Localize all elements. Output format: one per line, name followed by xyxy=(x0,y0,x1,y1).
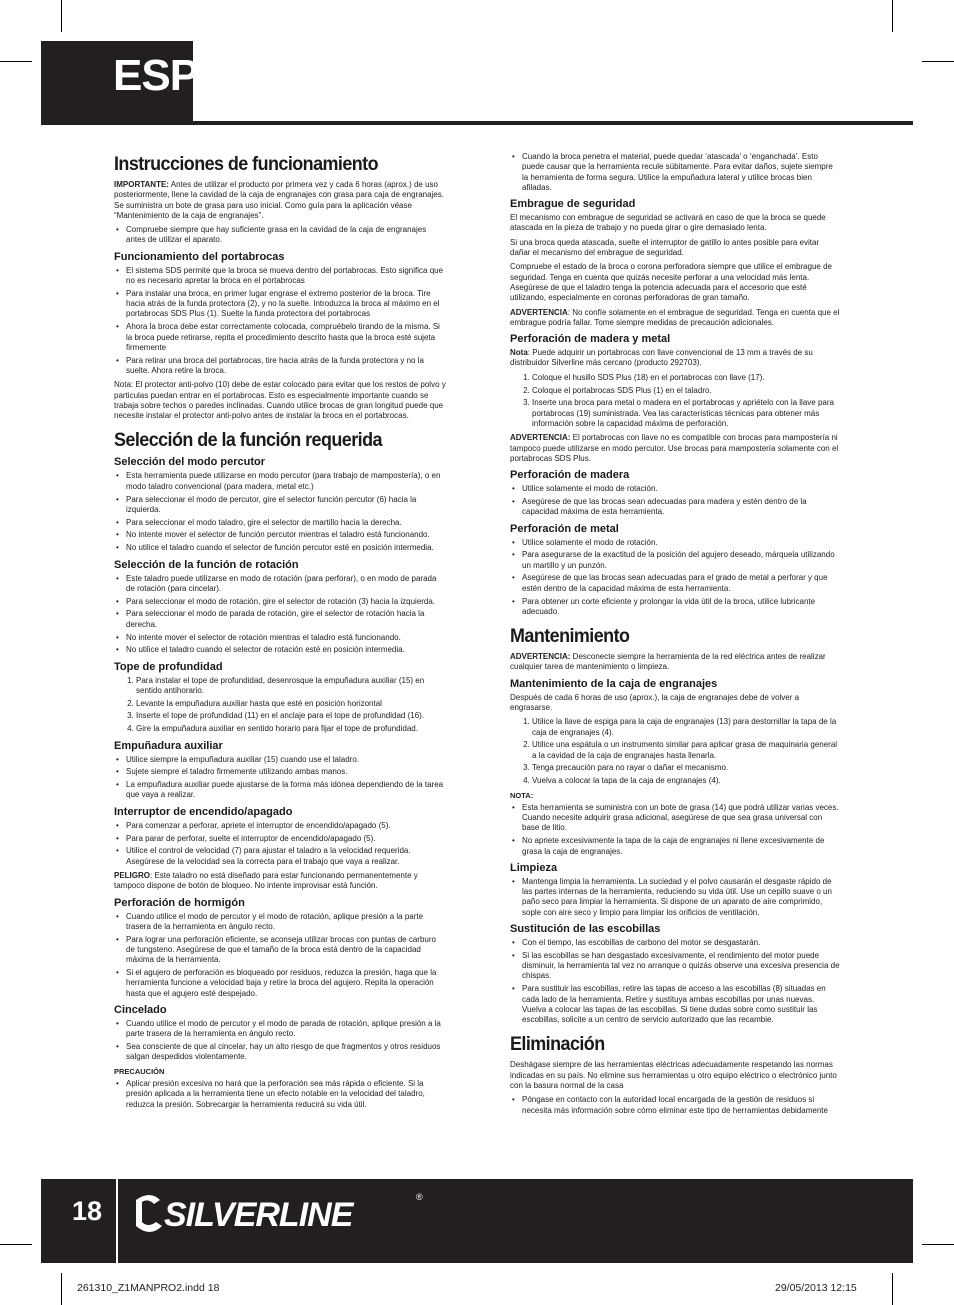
list-item: • Esta herramienta puede utilizarse en modo percutor (para trabajo de mampostería), o en modo taladro convencional (para madera, metal etc.) xyxy=(126,471,446,492)
heading-rotacion: Selección de la función de rotación xyxy=(114,558,299,571)
heading-limpieza: Limpieza xyxy=(510,861,558,874)
list-item: • Para obtener un corte eficiente y prolongar la vida útil de la broca, utilice lubricante adecuado. xyxy=(522,597,840,618)
file-name: 261310_Z1MANPRO2.indd 18 xyxy=(77,1282,220,1294)
important-text: Antes de utilizar el producto por primera vez y cada 6 horas (aprox.) de uso posteriormente, llene la cavidad de la caja de engranajes con grasa para caja de engranajes. Se suministra un bote de grasa para uso inicial. Como guía para la aplicación véase “Mantenimiento de la caja de engranajes”. xyxy=(114,180,444,220)
list-item: • Para seleccionar el modo de rotación, gire el selector de rotación (3) hacia la izquierda. xyxy=(126,597,446,607)
danger-label: PELIGRO xyxy=(114,870,151,880)
list-modo-percutor xyxy=(114,471,446,553)
crop-mark xyxy=(61,0,62,32)
list-item: 1. Para instalar el tope de profundidad, desenrosque la empuñadura auxiliar (15) en sentido antihorario. xyxy=(136,676,446,697)
heading-portabrocas: Funcionamiento del portabrocas xyxy=(114,250,285,263)
list-item: • Para asegurarse de la exactitud de la posición del agujero deseado, márquela utilizando un martillo y un punzón. xyxy=(522,550,840,571)
list-item: • Asegúrese de que las brocas sean adecuadas para madera y estén dentro de la capacidad máxima de esta herramienta. xyxy=(522,497,840,518)
paragraph: Después de cada 6 horas de uso (aprox.), la caja de engranajes debe de volver a engrasarse. xyxy=(510,692,800,712)
right-column xyxy=(510,152,840,1120)
heading-interruptor: Interruptor de encendido/apagado xyxy=(114,805,293,818)
list-cincelado xyxy=(114,1019,446,1063)
list-item: • Cuando utilice el modo de percutor y el modo de rotación, aplique presión a la parte trasera de la herramienta en ángulo recto. xyxy=(126,912,446,933)
list-item: • Para retirar una broca del portabrocas, tire hacia atrás de la funda protectora y no la suelte. Ahora retire la broca. xyxy=(126,356,446,377)
heading-empunadura: Empuñadura auxiliar xyxy=(114,739,223,752)
list-top xyxy=(510,152,840,193)
heading-metal: Perforación de metal xyxy=(510,522,619,535)
list-item: • Aplicar presión excesiva no hará que la perforación sea más rápida o eficiente. Si la presión aplicada a la herramienta tiene un efecto notable en la velocidad del taladro, reduzca la presión. Sobrecargar la herramienta reducirá su vida útil. xyxy=(126,1079,446,1110)
list-item: • No utilice el taladro cuando el selector de rotación esté en posición intermedia. xyxy=(126,645,446,655)
language-tab xyxy=(41,41,199,123)
list-nota xyxy=(510,803,840,857)
list-item: • Para comenzar a perforar, apriete el interruptor de encendido/apagado (5). xyxy=(126,821,446,831)
note-label: Nota xyxy=(510,348,528,358)
section-title-instrucciones: Instrucciones de funcionamiento xyxy=(114,153,378,175)
heading-modo-percutor: Selección del modo percutor xyxy=(114,456,265,469)
important-label: IMPORTANTE: xyxy=(114,180,169,189)
crop-mark xyxy=(61,1273,62,1305)
warning-note xyxy=(510,652,840,673)
list-item: 2. Coloque el portabrocas SDS Plus (1) en el taladro. xyxy=(532,386,840,396)
registered-mark: ® xyxy=(416,1192,423,1202)
heading-caja-engranajes: Mantenimiento de la caja de engranajes xyxy=(510,677,718,690)
section-title-eliminacion: Eliminación xyxy=(510,1033,605,1056)
list-item: • Esta herramienta se suministra con un bote de grasa (14) que podrá utilizar varias veces. Cuando necesite adquirir grasa adicional, asegúrese de que sea grasa universal con base de litio. xyxy=(522,803,840,834)
heading-nota: NOTA: xyxy=(510,790,534,800)
danger-text: : Este taladro no está diseñado para estar funcionando permanentemente y tampoco dispone de botón de bloqueo. No intente improvisar está función. xyxy=(114,870,418,891)
heading-escobillas: Sustitución de las escobillas xyxy=(510,923,661,936)
list-item: • El sistema SDS permite que la broca se mueva dentro del portabrocas. Esto significa que no es necesario apretar la broca en el portabrocas xyxy=(126,266,446,287)
list-madera-metal xyxy=(510,373,840,429)
note-text: : Puede adquirir un portabrocas con llave convencional de 13 mm a través de su distribuidor Silverline más cercano (producto 292703). xyxy=(510,348,813,368)
heading-precaucion: PRECAUCIÓN xyxy=(114,1066,165,1076)
list-portabrocas xyxy=(114,266,446,376)
list-item: • Utilice solamente el modo de rotación. xyxy=(522,484,840,494)
list-item: • Cuando la broca penetra el material, puede quedar ‘atascada’ o ‘enganchada’. Esto puede causar que la herramienta recule súbitamente. Para evitar daños, sujete siempre la herramienta de forma segura. Utilice la empuñadura lateral y utilice brocas bien afiladas. xyxy=(522,152,840,193)
heading-madera-metal: Perforación de madera y metal xyxy=(510,333,671,346)
note-paragraph xyxy=(510,348,840,369)
warning-text: Desconecte siempre la herramienta de la red eléctrica antes de realizar cualquier tarea de mantenimiento o limpieza. xyxy=(510,652,826,672)
list-item: • Para parar de perforar, suelte el interruptor de encendido/apagado (5). xyxy=(126,834,446,844)
crop-mark xyxy=(922,1244,954,1245)
list-tope xyxy=(114,676,446,735)
list-s1 xyxy=(114,225,446,246)
warning-label: ADVERTENCIA xyxy=(510,307,568,317)
list-interruptor xyxy=(114,821,446,867)
warning-note xyxy=(510,308,840,329)
list-item: • Si las escobillas se han desgastado excesivamente, el rendimiento del motor puede disminuir, la herramienta tal vez no arranque o quizás observe una excesiva presencia de chispas. xyxy=(522,951,840,982)
heading-embrague: Embrague de seguridad xyxy=(510,198,636,211)
warning-text: : No confíe solamente en el embrague de seguridad. Tenga en cuenta que el embrague podría fallar. Tome siempre medidas de precaución adicionales. xyxy=(510,307,840,327)
language-label: ESP xyxy=(113,51,199,100)
header-rule xyxy=(41,121,913,125)
list-item: 2. Levante la empuñadura auxiliar hasta que esté en posición horizontal xyxy=(136,699,446,709)
list-item: • Sujete siempre el taladro firmemente utilizando ambas manos. xyxy=(126,767,446,777)
list-item: 3. Inserte el tope de profundidad (11) en el anclaje para el tope de profundidad (16). xyxy=(136,711,446,721)
footer-divider xyxy=(116,1179,118,1263)
list-caja-engranajes xyxy=(510,717,840,786)
list-hormigon xyxy=(114,912,446,999)
list-metal xyxy=(510,538,840,618)
heading-hormigon: Perforación de hormigón xyxy=(114,896,245,909)
list-madera xyxy=(510,484,840,517)
list-item: • Cuando utilice el modo de percutor y el modo de parada de rotación, aplique presión a la parte trasera de la herramienta en ángulo recto. xyxy=(126,1019,446,1040)
list-item: • Compruebe siempre que hay suficiente grasa en la cavidad de la caja de engranajes antes de utilizar el aparato. xyxy=(126,225,446,246)
heading-tope: Tope de profundidad xyxy=(114,660,223,673)
list-escobillas xyxy=(510,938,840,1025)
paragraph: El mecanismo con embrague de seguridad se activará en caso de que la broca se quede atascada en la pieza de trabajo y no pueda girar o gire demasiado lenta. xyxy=(510,213,826,233)
logo-hook-icon xyxy=(136,1195,162,1232)
list-item: • Póngase en contacto con la autoridad local encargada de la gestión de residuos si necesita más información sobre cómo eliminar este tipo de herramientas debidamente xyxy=(522,1095,840,1116)
crop-mark xyxy=(0,61,32,62)
list-item: • Para instalar una broca, en primer lugar engrase el extremo posterior de la broca. Tire hacia atrás de la funda protectora (2), y no la suelte. Introduzca la broca al máximo en el portabrocas SDS Plus (1). Suelte la funda protectora del portabrocas xyxy=(126,289,446,320)
paragraph: Deshágase siempre de las herramientas eléctricas adecuadamente respetando las normas indicadas en su país. No elimine sus herramientas u otro equipo eléctrico o electrónico junto con la basura normal de la casa xyxy=(510,1060,837,1090)
list-item: • Utilice el control de velocidad (7) para ajustar el taladro a la velocidad requerida. Asegúrese de la velocidad sea la correcta para el trabajo que vaya a realizar. xyxy=(126,846,446,867)
warning-label: ADVERTENCIA: xyxy=(510,433,571,443)
list-item: 4. Gire la empuñadura auxiliar en sentido horario para fijar el tope de profundidad. xyxy=(136,724,446,734)
crop-mark xyxy=(892,0,893,32)
list-item: • Utilice siempre la empuñadura auxiliar (15) cuando use el taladro. xyxy=(126,755,446,765)
paragraph: Compruebe el estado de la broca o corona perforadora siempre que utilice el embrague de seguridad. Tenga en cuenta que quizás necesite perforar a una velocidad más lenta. Asegúrese de que el taladro tenga la potencia adecuada para el accesorio que esté utilizando, especialmente en coronas perforadoras de gran tamaño. xyxy=(510,262,832,303)
warning-note xyxy=(510,433,840,464)
list-item: 2. Utilice una espátula o un instrumento similar para aplicar grasa de maquinaria general a la cavidad de la caja de engranajes hasta llenarla. xyxy=(532,740,840,761)
left-column xyxy=(114,145,446,1114)
warning-label: ADVERTENCIA: xyxy=(510,652,571,662)
list-item: • Con el tiempo, las escobillas de carbono del motor se desgastarán. xyxy=(522,938,840,948)
list-precaucion xyxy=(114,1079,446,1110)
warning-text: El portabrocas con llave no es compatible con brocas para mampostería ni tampoco puede utilizarse en modo percutor. Use brocas para mampostería solamente con el portabrocas SDS Plus. xyxy=(510,433,839,463)
silverline-logo xyxy=(130,1188,430,1241)
list-item: • Asegúrese de que las brocas sean adecuadas para el grado de metal a perforar y que estén dentro de la capacidad máxima de esta herramienta. xyxy=(522,573,840,594)
note-paragraph: Nota: El protector anti-polvo (10) debe de estar colocado para evitar que los restos de polvo y particulas puedan entrar en el portabrocas. Esto es especialmente importante cuando se trabaja sobre techos o paredes inclinadas. Cuando utilice brocas de gran longitud puede que necesite instalar el protector anti-polvo antes de instalar la broca en el portabrocas. xyxy=(114,380,446,421)
list-item: 1. Utilice la llave de espiga para la caja de engranajes (13) para destornillar la tapa de la caja de engranajes (4). xyxy=(532,717,840,738)
list-item: • Para seleccionar el modo taladro, gire el selector de martillo hacia la derecha. xyxy=(126,518,446,528)
list-item: • Utilice solamente el modo de rotación. xyxy=(522,538,840,548)
list-item: • La empuñadura auxiliar puede ajustarse de la forma más idónea dependiendo de la tarea que vaya a realizar. xyxy=(126,780,446,801)
list-item: • No intente mover el selector de rotación mientras el taladro está funcionando. xyxy=(126,633,446,643)
list-item: • Sea consciente de que al cincelar, hay un alto riesgo de que fragmentos y otros residuos salgan despedidos violentamente. xyxy=(126,1042,446,1063)
list-item: • Este taladro puede utilizarse en modo de rotación (para perforar), o en modo de parada de rotación (para cincelar). xyxy=(126,574,446,595)
list-item: 3. Inserte una broca para metal o madera en el portabrocas y apriételo con la llave para portabrocas (19) suministrada. Vea las características técnicas para obtener más información sobre la capacidad máxima de perforación. xyxy=(532,398,840,429)
list-empunadura xyxy=(114,755,446,801)
section-title-mantenimiento: Mantenimiento xyxy=(510,625,630,648)
print-date: 29/05/2013 12:15 xyxy=(775,1282,857,1294)
list-item: 1. Coloque el husillo SDS Plus (18) en el portabrocas con llave (17). xyxy=(532,373,840,383)
list-item: • No intente mover el selector de función percutor mientras el taladro está funcionando. xyxy=(126,530,446,540)
list-item: 4. Vuelva a colocar la tapa de la caja de engranajes (4). xyxy=(532,776,840,786)
page-number: 18 xyxy=(72,1196,103,1226)
logo-wordmark: SILVERLINE xyxy=(164,1196,353,1234)
paragraph: Si una broca queda atascada, suelte el interruptor de gatillo lo antes posible para evitar dañar el mecanismo del embrague de seguridad. xyxy=(510,237,820,258)
list-item: • Para seleccionar el modo de parada de rotación, gire el selector de rotación hacia la derecha. xyxy=(126,609,446,630)
heading-madera: Perforación de madera xyxy=(510,469,630,482)
list-rotacion xyxy=(114,574,446,656)
list-item: • No apriete excesivamente la tapa de la caja de engranajes ni llene excesivamente de grasa la caja de engranajes. xyxy=(522,836,840,857)
list-eliminacion xyxy=(510,1095,840,1116)
section-title-seleccion: Selección de la función requerida xyxy=(114,429,382,452)
list-item: 3. Tenga precaución para no rayar o dañar el mecanismo. xyxy=(532,763,840,773)
heading-cincelado: Cincelado xyxy=(114,1003,167,1016)
list-item: • Para lograr una perforación eficiente, se aconseja utilizar brocas con puntas de carburo de tungsteno. Asegúrese de que el tamaño de la broca está dentro de la capacidad máxima de la herramienta. xyxy=(126,935,446,966)
list-item: • Para sustituir las escobillas, retire las tapas de acceso a las escobillas (8) situadas en cada lado de la herramienta. Retire y sustituya ambas escobillas por unas nuevas. Vuelva a colocar las tapas de las escobillas. Si tiene dudas sobre como sustituir las escobillas, solicite a un centro de servicio autorizado que las recambie. xyxy=(522,984,840,1025)
crop-mark xyxy=(0,1244,32,1245)
list-item: • Mantenga limpia la herramienta. La suciedad y el polvo causarán el desgaste rápido de las partes internas de la herramienta, reduciendo su vida útil. Use un cepillo suave o un paño seco para limpiar la herramienta. Si dispone de un aparato de aire comprimido, sople con aire seco y limpio para limpiar los orificios de ventilación. xyxy=(522,877,840,918)
crop-mark xyxy=(922,61,954,62)
list-item: • Ahora la broca debe estar correctamente colocada, compruébelo tirando de la misma. Si la broca puede retirarse, repita el procedimiento descrito hasta que la broca esté sujeta firmemente xyxy=(126,322,446,353)
list-item: • Para seleccionar el modo de percutor, gire el selector función percutor (6) hacia la izquierda. xyxy=(126,495,446,516)
list-item: • No utilice el taladro cuando el selector de función percutor esté en posición intermedia. xyxy=(126,543,446,553)
list-item: • Si el agujero de perforación es bloqueado por residuos, reduzca la presión, haga que la herramienta funcione a velocidad baja y retire la broca del agujero. Repita la operación hasta que el agujero esté despejado. xyxy=(126,968,446,999)
crop-mark xyxy=(892,1273,893,1305)
list-limpieza xyxy=(510,877,840,918)
silverline-logo-graphic xyxy=(130,1188,430,1236)
important-note xyxy=(114,180,446,221)
danger-note xyxy=(114,871,446,892)
